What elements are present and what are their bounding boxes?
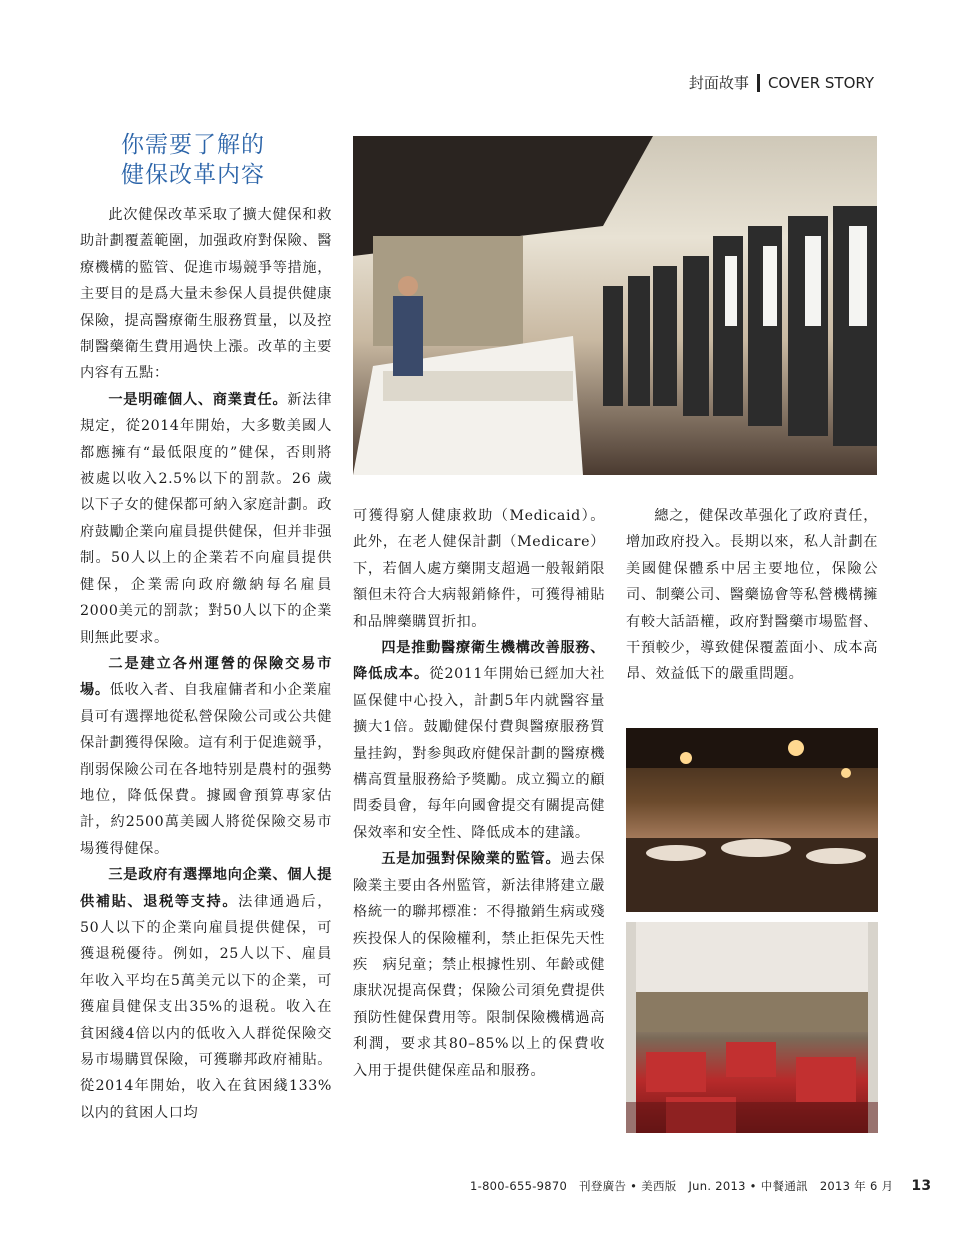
point-five-paragraph bbox=[353, 846, 605, 1084]
title-line-2: 健保改革内容 bbox=[121, 162, 265, 188]
point-four-paragraph bbox=[353, 635, 605, 846]
issue-date-en: Jun. 2013 • 中餐通訊 bbox=[688, 1179, 808, 1193]
page-footer bbox=[470, 1178, 931, 1194]
point-two-body: 低收入者、自我雇傭者和小企業雇員可有選擇地從私營保險公司或公共健保計劃獲得保險。這有利于促進競爭，削弱保險公司在各地特别是農村的强勢地位，降低保費。據國會預算專家估計，約2500萬美國人將從保險交易市場獲得健保。 bbox=[80, 682, 332, 857]
point-five-heading: 五是加强對保險業的監管。 bbox=[381, 851, 561, 868]
point-three-paragraph bbox=[80, 862, 332, 1126]
section-header bbox=[689, 72, 874, 93]
point-three-body: 法律通過后，50人以下的企業向雇員提供健保，可獲退税優待。例如，25人以下、雇員年收入平均在5萬美元以下的企業，可獲雇員健保支出35%的退税。收入在貧困綫4倍以内的低收入人群從保險交易市場購買保險，可獲聯邦政府補貼。從2014年開始，收入在貧困綫133%以内的貧困人口均 bbox=[80, 893, 332, 1121]
ad-label: 刊登廣告 • 美西版 bbox=[579, 1179, 677, 1193]
section-label-en: COVER STORY bbox=[767, 73, 874, 92]
article-title bbox=[121, 130, 265, 190]
summary-paragraph: 總之，健保改革强化了政府責任，增加政府投入。長期以來，私人計劃在美國健保體系中居主要地位，保險公司、制藥公司、醫藥協會等私營機構擁有較大話語權，政府對醫藥市場監督、干預較少，導致健保覆蓋面小、成本高昂、效益低下的嚴重問題。 bbox=[626, 508, 878, 683]
dining-room-photo bbox=[626, 728, 878, 912]
text-column-1 bbox=[80, 202, 332, 1126]
text-column-3 bbox=[626, 503, 878, 688]
point-one-body: 新法律規定，從2014年開始，大多數美國人都應擁有“最低限度的”健保，否則將被處以收入2.5%以下的罰款。26 歲以下子女的健保都可納入家庭計劃。政府鼓勵企業向雇員提供健保，但并非强制。50人以上的企業若不向雇員提供健保，企業需向政府繳納每名雇員2000美元的罰款；對50人以下的企業則無此要求。 bbox=[80, 391, 332, 646]
intro-paragraph: 此次健保改革采取了擴大健保和救助計劃覆蓋範圍，加强政府對保險、醫療機構的監管、促進市場競爭等措施，主要目的是爲大量未参保人員提供健康保險，提高醫療衛生服務質量，以及控制醫藥衛生費用過快上漲。改革的主要内容有五點： bbox=[80, 207, 332, 382]
issue-date-zh: 2013 年 6 月 bbox=[819, 1179, 894, 1193]
restaurant-staff-meeting-photo bbox=[353, 136, 877, 475]
section-label-zh: 封面故事 bbox=[688, 74, 749, 92]
point-five-body: 過去保險業主要由各州監管，新法律將建立嚴格統一的聯邦標准：不得撤銷生病或殘疾投保人的保險權利，禁止拒保先天性疾 病兒童；禁止根據性别、年齡或健康狀况提高保費；保險公司須免費提供預防性健保費用等。限制保險機構過高利潤，要求其80–85%以上的保費收入用于提供健保産品和服務。 bbox=[353, 851, 605, 1079]
title-line-1: 你需要了解的 bbox=[121, 132, 265, 158]
point-four-heading: 四是推動醫療衛生機構改善服務、降低成本。 bbox=[353, 640, 605, 683]
photo-terrace-illustration bbox=[626, 922, 878, 1133]
point-three-heading: 三是政府有選擇地向企業、個人提供補貼、退税等支持。 bbox=[80, 867, 332, 910]
continued-paragraph: 可獲得窮人健康救助（Medicaid）。此外，在老人健保計劃（Medicare）下，若個人處方藥開支超過一般報銷限額但未符合大病報銷條件，可獲得補貼和品牌藥購買折扣。 bbox=[353, 508, 605, 630]
point-two-heading: 二是建立各州運營的保險交易市場。 bbox=[80, 655, 332, 699]
point-one-paragraph bbox=[80, 387, 332, 651]
point-one-heading: 一是明確個人、商業責任。 bbox=[108, 391, 288, 408]
point-four-body: 從2011年開始已經加大社區保健中心投入，計劃5年内就醫容量擴大1倍。鼓勵健保付費與醫療服務質量挂鈎，對参與政府健保計劃的醫療機構高質量服務給予獎勵。成立獨立的顧問委員會，每年向國會提交有關提高健保效率和安全性、降低成本的建議。 bbox=[353, 666, 605, 841]
point-two-paragraph bbox=[80, 651, 332, 862]
terrace-dining-photo bbox=[626, 922, 878, 1133]
ad-phone: 1-800-655-9870 bbox=[470, 1179, 568, 1193]
photo-dining-illustration bbox=[626, 728, 878, 912]
page-number: 13 bbox=[911, 1178, 932, 1194]
text-column-2 bbox=[353, 503, 605, 1084]
header-divider bbox=[757, 74, 760, 92]
photo-staff-illustration bbox=[353, 136, 877, 475]
